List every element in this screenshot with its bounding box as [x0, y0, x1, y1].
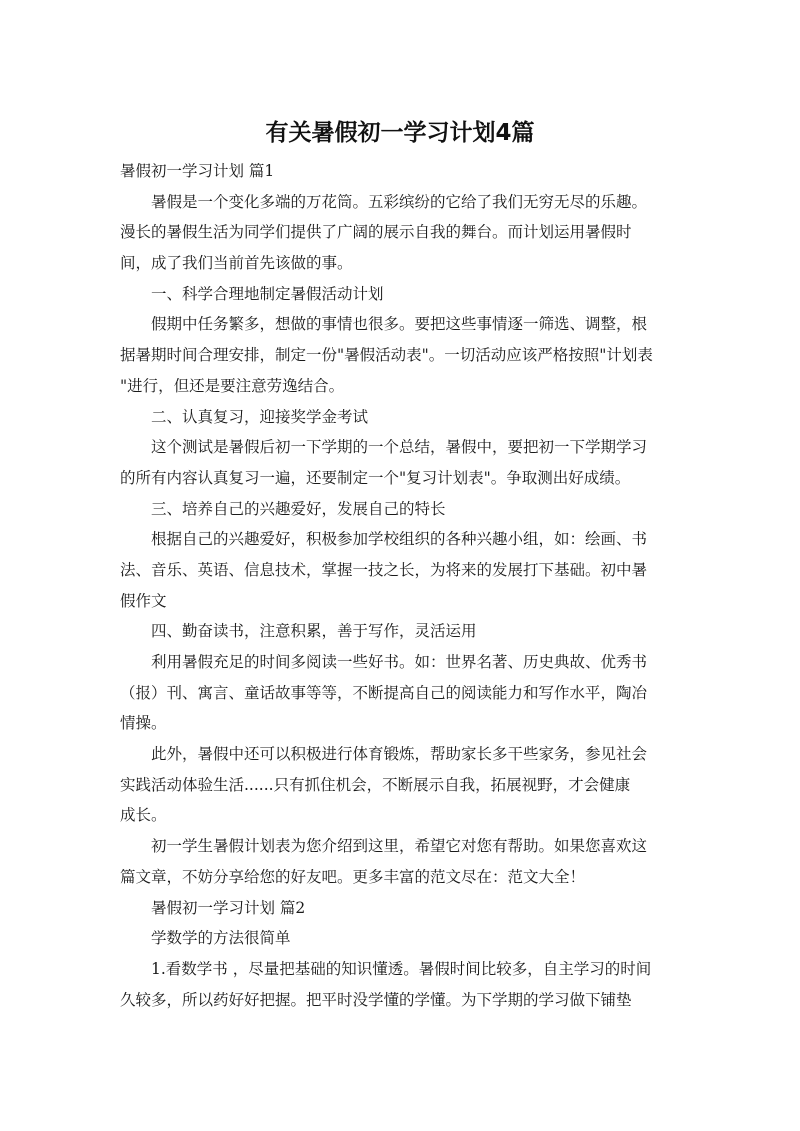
paragraph-line: 此外，暑假中还可以积极进行体育锻炼，帮助家长多干些家务，参见社会 [151, 745, 648, 764]
paragraph-line: 据暑期时间合理安排，制定一份"暑假活动表"。一切活动应该严格按照"计划表 [120, 346, 653, 365]
paragraph-line: 成长。 [120, 806, 167, 825]
paragraph-line: 暑假是一个变化多端的万花筒。五彩缤纷的它给了我们无穷无尽的乐趣。 [151, 192, 648, 211]
paragraph-line: 假作文 [120, 591, 167, 610]
paragraph-line: 1.看数学书 ，尽量把基础的知识懂透。暑假时间比较多，自主学习的时间 [151, 959, 652, 978]
paragraph-line: 的所有内容认真复习一遍，还要制定一个"复习计划表"。争取测出好成绩。 [120, 468, 631, 487]
section-heading-part-1: 暑假初一学习计划 篇1 [120, 162, 275, 180]
paragraph-line: 这个测试是暑假后初一下学期的一个总结，暑假中，要把初一下学期学习 [151, 438, 648, 457]
paragraph-line: 情操。 [120, 714, 167, 733]
paragraph-line: 篇文章，不妨分享给您的好友吧。更多丰富的范文尽在：范文大全！ [120, 867, 586, 886]
section-heading-part-2: 暑假初一学习计划 篇2 [151, 898, 306, 917]
subheading-plan: 一、科学合理地制定暑假活动计划 [151, 284, 384, 303]
document-body [120, 156, 680, 1015]
paragraph-line: 实践活动体验生活......只有抓住机会，不断展示自我，拓展视野，才会健康 [120, 775, 631, 794]
subheading-reading: 四、勤奋读书，注意积累，善于写作，灵活运用 [151, 622, 477, 641]
paragraph-line: 法、音乐、英语、信息技术，掌握一技之长，为将来的发展打下基础。初中暑 [120, 560, 648, 579]
subheading-math: 学数学的方法很简单 [151, 929, 291, 948]
subheading-interests: 三、培养自己的兴趣爱好，发展自己的特长 [151, 499, 446, 518]
paragraph-line: （报）刊、寓言、童话故事等等，不断提高自己的阅读能力和写作水平，陶冶 [120, 683, 648, 702]
paragraph-line: 假期中任务繁多，想做的事情也很多。要把这些事情逐一筛选、调整，根 [151, 315, 648, 334]
paragraph-line: 漫长的暑假生活为同学们提供了广阔的展示自我的舞台。而计划运用暑假时 [120, 223, 632, 242]
paragraph-line: 根据自己的兴趣爱好，积极参加学校组织的各种兴趣小组，如：绘画、书 [151, 530, 648, 549]
subheading-review: 二、认真复习，迎接奖学金考试 [151, 407, 369, 426]
paragraph-line: "进行，但还是要注意劳逸结合。 [120, 376, 345, 395]
paragraph-line: 久较多，所以药好好把握。把平时没学懂的学懂。为下学期的学习做下铺垫 [120, 990, 632, 1009]
paragraph-line: 间，成了我们当前首先该做的事。 [120, 254, 353, 273]
paragraph-line: 利用暑假充足的时间多阅读一些好书。如：世界名著、历史典故、优秀书 [151, 653, 648, 671]
document-title: 有关暑假初一学习计划4篇 [265, 120, 535, 146]
paragraph-line: 初一学生暑假计划表为您介绍到这里，希望它对您有帮助。如果您喜欢这 [151, 837, 648, 856]
